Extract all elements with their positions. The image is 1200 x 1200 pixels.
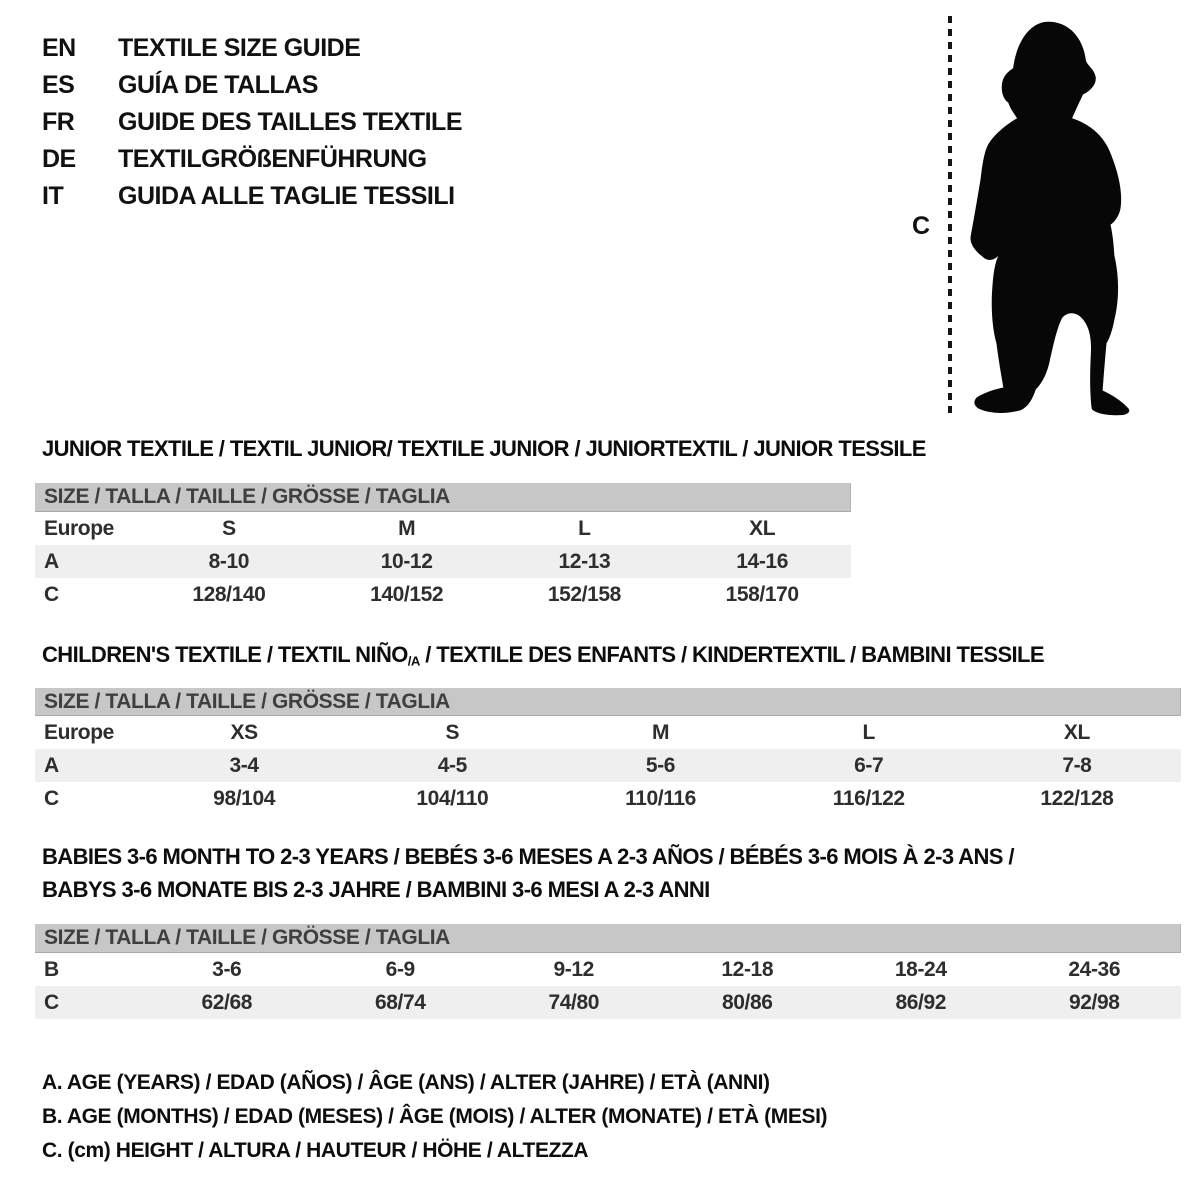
size-column-header: XL <box>1063 720 1090 744</box>
language-row-es <box>42 67 462 104</box>
table-cell: 104/110 <box>416 786 489 810</box>
height-measure-dashed-line <box>948 16 952 414</box>
children-title-sub: /A <box>407 653 420 669</box>
table-row-height <box>35 986 1181 1019</box>
table-cell: 74/80 <box>548 990 600 1014</box>
table-cell: 12-13 <box>558 549 611 573</box>
table-cell: 3-4 <box>229 753 259 777</box>
toddler-silhouette-icon <box>964 16 1136 416</box>
language-code: FR <box>42 108 75 136</box>
language-row-it <box>42 178 462 215</box>
table-cell: 9-12 <box>553 957 594 981</box>
table-cell: 24-36 <box>1068 957 1121 981</box>
language-row-en <box>42 30 462 67</box>
table-row-age <box>35 545 851 578</box>
language-code: DE <box>42 145 76 173</box>
table-cell: 80/86 <box>721 990 773 1014</box>
language-row-de <box>42 141 462 178</box>
junior-size-table <box>35 512 851 611</box>
table-cell: 152/158 <box>547 582 621 606</box>
table-cell: 122/128 <box>1040 786 1114 810</box>
table-row-height <box>35 782 1181 815</box>
size-column-header: XL <box>749 516 776 540</box>
table-header-row <box>35 716 1181 749</box>
table-cell: 10-12 <box>380 549 433 573</box>
measure-label-c: C <box>912 212 931 240</box>
size-column-header: S <box>445 720 460 744</box>
table-cell: 12-18 <box>721 957 774 981</box>
table-cell: 68/74 <box>374 990 426 1014</box>
babies-section-title-line1: BABIES 3-6 MONTH TO 2-3 YEARS / BEBÉS 3-6 MESES A 2-3 AÑOS / BÉBÉS 3-6 MOIS À 2-3 ANS / <box>42 844 1014 869</box>
table-cell: 86/92 <box>895 990 947 1014</box>
table-cell: 3-6 <box>212 957 242 981</box>
babies-size-header-bar: SIZE / TALLA / TAILLE / GRÖSSE / TAGLIA <box>35 924 1181 953</box>
row-label: B <box>44 957 59 981</box>
size-column-header: S <box>222 516 236 540</box>
table-cell: 18-24 <box>894 957 947 981</box>
row-label: A <box>44 549 59 573</box>
row-label: C <box>44 786 59 810</box>
children-title-rest: / TEXTILE DES ENFANTS / KINDERTEXTIL / BAMBINI TESSILE <box>419 642 1044 667</box>
guide-title: TEXTILE SIZE GUIDE <box>118 34 361 62</box>
guide-title: GUIDE DES TAILLES TEXTILE <box>118 108 463 136</box>
junior-size-header-bar: SIZE / TALLA / TAILLE / GRÖSSE / TAGLIA <box>35 483 851 512</box>
guide-title: GUIDA ALLE TAGLIE TESSILI <box>118 182 455 210</box>
language-code: EN <box>42 34 76 62</box>
table-cell: 140/152 <box>370 582 444 606</box>
language-code: ES <box>42 71 75 99</box>
table-cell: 116/122 <box>832 786 905 810</box>
size-column-header: M <box>398 516 416 540</box>
children-size-header-bar: SIZE / TALLA / TAILLE / GRÖSSE / TAGLIA <box>35 688 1181 716</box>
table-row-months <box>35 953 1181 986</box>
legend-line-c: C. (cm) HEIGHT / ALTURA / HAUTEUR / HÖHE / ALTEZZA <box>42 1139 589 1162</box>
table-cell: 8-10 <box>208 549 250 573</box>
junior-section-title: JUNIOR TEXTILE / TEXTIL JUNIOR/ TEXTILE JUNIOR / JUNIORTEXTIL / JUNIOR TESSILE <box>42 436 926 461</box>
size-column-header: L <box>578 516 591 540</box>
table-cell: 92/98 <box>1068 990 1120 1014</box>
table-header-row <box>35 512 851 545</box>
table-cell: 6-9 <box>385 957 415 981</box>
table-cell: 98/104 <box>213 786 276 810</box>
row-label: C <box>44 582 59 606</box>
table-cell: 14-16 <box>736 549 788 573</box>
size-column-header: M <box>651 720 670 744</box>
row-label: Europe <box>44 720 114 744</box>
table-cell: 110/116 <box>625 786 696 810</box>
row-label: A <box>44 753 59 777</box>
guide-title: GUÍA DE TALLAS <box>118 71 318 99</box>
legend-line-b: B. AGE (MONTHS) / EDAD (MESES) / ÂGE (MOIS) / ALTER (MONATE) / ETÀ (MESI) <box>42 1105 828 1128</box>
table-row-height <box>35 578 851 611</box>
table-cell: 62/68 <box>201 990 253 1014</box>
table-cell: 4-5 <box>437 753 467 777</box>
children-title-main: CHILDREN'S TEXTILE / TEXTIL NIÑO <box>42 642 408 667</box>
language-code: IT <box>42 182 64 210</box>
table-cell: 158/170 <box>725 582 799 606</box>
table-cell: 6-7 <box>854 753 884 777</box>
table-row-age <box>35 749 1181 782</box>
guide-title: TEXTILGRÖßENFÜHRUNG <box>118 145 427 173</box>
children-section-title <box>42 642 1044 668</box>
language-title-list <box>42 30 462 215</box>
children-size-table <box>35 716 1181 815</box>
table-cell: 128/140 <box>192 582 266 606</box>
table-cell: 5-6 <box>645 753 676 777</box>
size-column-header: XS <box>230 720 258 744</box>
language-row-fr <box>42 104 462 141</box>
measurement-legend <box>42 1066 827 1168</box>
table-cell: 7-8 <box>1062 753 1092 777</box>
legend-line-a: A. AGE (YEARS) / EDAD (AÑOS) / ÂGE (ANS) / ALTER (JAHRE) / ETÀ (ANNI) <box>42 1071 770 1094</box>
babies-section-title-line2: BABYS 3-6 MONATE BIS 2-3 JAHRE / BAMBINI 3-6 MESI A 2-3 ANNI <box>42 877 710 902</box>
babies-size-table <box>35 953 1181 1019</box>
row-label: C <box>44 990 59 1014</box>
row-label: Europe <box>44 516 114 540</box>
size-column-header: L <box>862 720 875 744</box>
